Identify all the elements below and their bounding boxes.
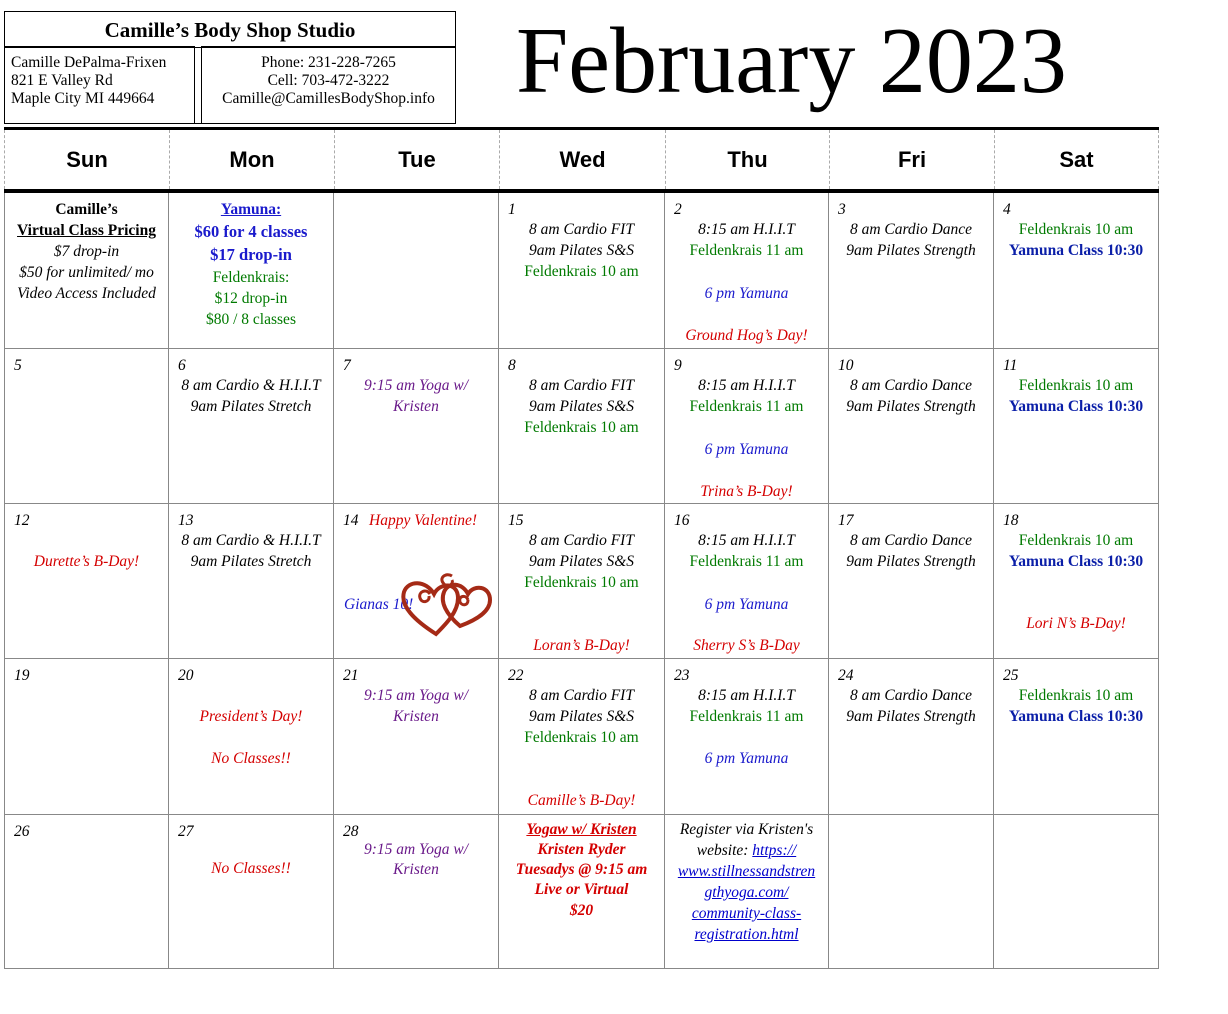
event-valentine: Happy Valentine! [369, 512, 478, 529]
day-header-row [4, 127, 1159, 193]
cell-feb-22 [499, 659, 665, 815]
date-number: 3 [838, 201, 846, 218]
hearts-icon [396, 570, 496, 642]
cell-feb-4 [994, 193, 1159, 349]
class-feldenkrais: Feldenkrais 10 am [1018, 532, 1134, 549]
event-note: Trina’s B-Day! [700, 483, 793, 500]
cell-feb-12 [4, 504, 169, 659]
cell-feb-21 [334, 659, 499, 815]
class-pilates: 9am Pilates S&S [528, 708, 635, 725]
event-note: Loran’s B-Day! [533, 637, 630, 654]
class-hiit: 8:15 am H.I.I.T [698, 377, 795, 394]
cell-feb-13 [169, 504, 334, 659]
day-header-sat: Sat [994, 130, 1159, 189]
event-holiday: President’s Day! [199, 708, 303, 725]
date-number: 5 [14, 357, 22, 374]
cell-feb-1 [499, 193, 665, 349]
class-feldenkrais: Feldenkrais 10 am [524, 729, 639, 746]
register-link[interactable]: www.stillnessandstren [677, 863, 816, 880]
cell-feb-27 [169, 815, 334, 969]
class-feldenkrais: Feldenkrais 11 am [689, 553, 804, 570]
cell-empty [334, 193, 499, 349]
address-box [4, 46, 195, 124]
cell-phone: Cell: 703-472-3222 [267, 72, 390, 89]
yoga-instructor: Kristen Ryder [537, 841, 626, 858]
date-number: 26 [14, 823, 30, 840]
cell-feb-7 [334, 349, 499, 504]
class-feldenkrais: Feldenkrais 10 am [524, 574, 639, 591]
pricing-heading: Virtual Class Pricing [17, 222, 156, 239]
class-yamuna: Yamuna Class 10:30 [1008, 708, 1144, 725]
yoga-price: $20 [569, 902, 594, 919]
date-number: 10 [838, 357, 854, 374]
class-cardio-hiit: 8 am Cardio & H.I.I.T [181, 532, 321, 549]
cell-feb-17 [829, 504, 994, 659]
feldenkrais-drop-in: $12 drop-in [214, 290, 288, 307]
street-address: 821 E Valley Rd [11, 72, 113, 89]
class-feldenkrais: Feldenkrais 10 am [1018, 221, 1134, 238]
date-number: 19 [14, 667, 30, 684]
owner-name: Camille DePalma-Frixen [11, 54, 167, 71]
day-header-tue: Tue [334, 130, 499, 189]
date-number: 6 [178, 357, 186, 374]
cell-feb-20 [169, 659, 334, 815]
class-cardio-fit: 8 am Cardio FIT [529, 221, 634, 238]
day-header-wed: Wed [499, 130, 665, 189]
date-number: 21 [343, 667, 359, 684]
register-link[interactable]: gthyoga.com/ [704, 884, 789, 901]
class-feldenkrais: Feldenkrais 11 am [689, 398, 804, 415]
date-number: 4 [1003, 201, 1011, 218]
event-note: Ground Hog’s Day! [685, 327, 808, 344]
class-yamuna: 6 pm Yamuna [704, 750, 789, 767]
register-link[interactable]: registration.html [694, 926, 799, 943]
class-pilates: 9am Pilates S&S [528, 242, 635, 259]
cell-feb-28 [334, 815, 499, 969]
cell-feb-23 [665, 659, 829, 815]
cell-feb-9 [665, 349, 829, 504]
cell-feb-18 [994, 504, 1159, 659]
class-cardio-dance: 8 am Cardio Dance [849, 532, 973, 549]
date-number: 11 [1003, 357, 1018, 374]
date-number: 9 [674, 357, 682, 374]
class-hiit: 8:15 am H.I.I.T [698, 221, 795, 238]
cell-empty [994, 815, 1159, 969]
class-feldenkrais: Feldenkrais 10 am [524, 419, 639, 436]
city-state-zip: Maple City MI 449664 [11, 90, 155, 107]
class-cardio-hiit: 8 am Cardio & H.I.I.T [181, 377, 321, 394]
date-number: 8 [508, 357, 516, 374]
cell-register-info [665, 815, 829, 969]
date-number: 28 [343, 823, 359, 840]
class-pilates-strength: 9am Pilates Strength [846, 553, 976, 570]
cell-pricing-classes [169, 193, 334, 349]
cell-feb-10 [829, 349, 994, 504]
cell-feb-6 [169, 349, 334, 504]
address-lines [11, 54, 166, 108]
date-number: 15 [508, 512, 524, 529]
class-cardio-dance: 8 am Cardio Dance [849, 221, 973, 238]
cell-feb-11 [994, 349, 1159, 504]
yoga-info-heading: Yogaw w/ Kristen [526, 821, 637, 838]
day-header-fri: Fri [829, 130, 994, 189]
class-feldenkrais: Feldenkrais 11 am [689, 708, 804, 725]
date-number: 22 [508, 667, 524, 684]
yamuna-heading: Yamuna: [220, 201, 282, 218]
date-number: 1 [508, 201, 516, 218]
day-header-sun: Sun [4, 130, 169, 189]
date-number: 12 [14, 512, 30, 529]
class-yamuna: 6 pm Yamuna [704, 285, 789, 302]
class-feldenkrais: Feldenkrais 10 am [1018, 377, 1134, 394]
cell-feb-26 [4, 815, 169, 969]
cell-feb-2 [665, 193, 829, 349]
class-cardio-fit: 8 am Cardio FIT [529, 687, 634, 704]
yoga-schedule: Tuesadys @ 9:15 am [515, 861, 648, 878]
class-yoga: 9:15 am Yoga w/ [363, 841, 469, 858]
class-pilates-strength: 9am Pilates Strength [846, 398, 976, 415]
class-yoga-instructor: Kristen [393, 861, 439, 878]
cell-feb-3 [829, 193, 994, 349]
event-note: Lori N’s B-Day! [1026, 615, 1126, 632]
pricing-owner: Camille’s [55, 201, 118, 218]
date-number: 27 [178, 823, 194, 840]
class-pilates: 9am Pilates S&S [528, 398, 635, 415]
contact-box [201, 46, 456, 124]
class-cardio-dance: 8 am Cardio Dance [849, 687, 973, 704]
date-number: 13 [178, 512, 194, 529]
pricing-video: Video Access Included [17, 285, 156, 302]
cell-feb-8 [499, 349, 665, 504]
class-yoga: 9:15 am Yoga w/ [363, 687, 469, 704]
feldenkrais-package: $80 / 8 classes [206, 311, 296, 328]
date-number: 17 [838, 512, 854, 529]
cell-yoga-info [499, 815, 665, 969]
date-number: 2 [674, 201, 682, 218]
studio-name: Camille’s Body Shop Studio [104, 18, 356, 42]
cell-feb-5 [4, 349, 169, 504]
class-yamuna: Yamuna Class 10:30 [1008, 553, 1144, 570]
class-pilates: 9am Pilates S&S [528, 553, 635, 570]
date-number: 24 [838, 667, 854, 684]
event-note: Durette’s B-Day! [33, 553, 140, 570]
class-yoga-instructor: Kristen [393, 398, 439, 415]
day-header-thu: Thu [665, 130, 829, 189]
cell-pricing-virtual [4, 193, 169, 349]
register-website-label: website: [696, 842, 753, 859]
date-number: 23 [674, 667, 690, 684]
class-cardio-dance: 8 am Cardio Dance [849, 377, 973, 394]
email: Camille@CamillesBodyShop.info [222, 90, 435, 107]
event-note: Camille’s B-Day! [527, 792, 636, 809]
date-number: 20 [178, 667, 194, 684]
event-note: Gianas 10! [344, 596, 414, 613]
date-number: 7 [343, 357, 351, 374]
feldenkrais-heading: Feldenkrais: [212, 269, 290, 286]
date-number: 14 [343, 512, 359, 529]
cell-feb-25 [994, 659, 1159, 815]
class-pilates-strength: 9am Pilates Strength [846, 708, 976, 725]
class-hiit: 8:15 am H.I.I.T [698, 687, 795, 704]
class-cardio-fit: 8 am Cardio FIT [529, 377, 634, 394]
class-pilates-strength: 9am Pilates Strength [846, 242, 976, 259]
class-pilates-stretch: 9am Pilates Stretch [190, 398, 312, 415]
class-feldenkrais: Feldenkrais 10 am [1018, 687, 1134, 704]
class-cardio-fit: 8 am Cardio FIT [529, 532, 634, 549]
class-yoga-instructor: Kristen [393, 708, 439, 725]
cell-feb-19 [4, 659, 169, 815]
class-yamuna: Yamuna Class 10:30 [1008, 242, 1144, 259]
class-pilates-stretch: 9am Pilates Stretch [190, 553, 312, 570]
month-title: February 2023 [516, 9, 1067, 113]
date-number: 16 [674, 512, 690, 529]
yamuna-drop-in: $17 drop-in [210, 245, 292, 264]
register-link[interactable]: https:// [752, 842, 797, 859]
class-yamuna: 6 pm Yamuna [704, 596, 789, 613]
phone: Phone: 231-228-7265 [261, 54, 396, 71]
event-no-classes: No Classes!! [211, 860, 291, 877]
event-no-classes: No Classes!! [211, 750, 291, 767]
contact-lines [202, 54, 455, 108]
cell-feb-24 [829, 659, 994, 815]
cell-empty [829, 815, 994, 969]
register-link[interactable]: community-class- [691, 905, 802, 922]
register-website-line [665, 840, 828, 861]
yamuna-package: $60 for 4 classes [194, 222, 308, 241]
class-hiit: 8:15 am H.I.I.T [698, 532, 795, 549]
event-note: Sherry S’s B-Day [693, 637, 800, 654]
class-feldenkrais: Feldenkrais 11 am [689, 242, 804, 259]
yoga-format: Live or Virtual [534, 881, 629, 898]
class-yoga: 9:15 am Yoga w/ [363, 377, 469, 394]
register-text: Register via Kristen's [679, 821, 814, 838]
cell-feb-16 [665, 504, 829, 659]
class-yamuna: Yamuna Class 10:30 [1008, 398, 1144, 415]
day-header-mon: Mon [169, 130, 334, 189]
class-yamuna: 6 pm Yamuna [704, 441, 789, 458]
cell-feb-15 [499, 504, 665, 659]
date-number: 25 [1003, 667, 1019, 684]
pricing-drop-in: $7 drop-in [53, 243, 120, 260]
class-feldenkrais: Feldenkrais 10 am [524, 263, 639, 280]
pricing-unlimited: $50 for unlimited/ mo [19, 264, 154, 281]
date-number: 18 [1003, 512, 1019, 529]
